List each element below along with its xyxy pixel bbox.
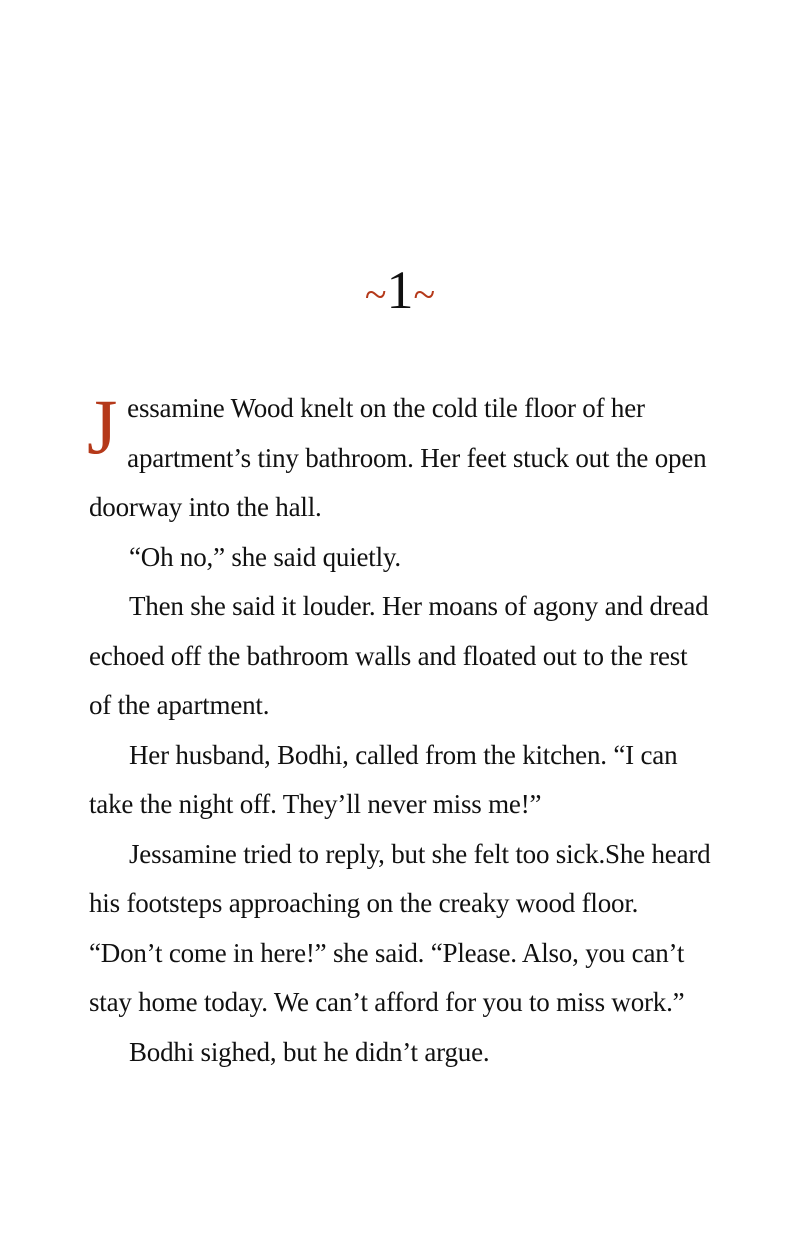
paragraph-2: “Oh no,” she said quietly. bbox=[129, 541, 401, 572]
chapter-heading bbox=[0, 258, 800, 327]
paragraph-6: Bodhi sighed, but he didn’t argue. bbox=[129, 1036, 490, 1067]
drop-cap: J bbox=[87, 383, 118, 470]
paragraph-text: essamine Wood knelt on the cold tile floor of her apartment’s tiny bathroom. Her feet stuck out the open doorway into the hall. bbox=[89, 393, 707, 522]
chapter-body bbox=[89, 384, 713, 1077]
chapter-tilde-left: ~ bbox=[364, 272, 387, 317]
paragraph-3: Then she said it louder. Her moans of agony and dread echoed off the bathroom walls and floated out to the rest of the apartment. bbox=[89, 591, 709, 720]
chapter-number: 1 bbox=[386, 260, 414, 320]
chapter-tilde-right: ~ bbox=[413, 272, 436, 317]
paragraph-5: Jessamine tried to reply, but she felt too sick.She heard his footsteps approaching on the creaky wood floor. “Don’t come in here!” she said. “Please. Also, you can’t stay home today. We can’t afford for you to miss work.” bbox=[89, 838, 711, 1017]
paragraph-1 bbox=[89, 384, 713, 533]
paragraph-4: Her husband, Bodhi, called from the kitchen. “I can take the night off. They’ll never miss me!” bbox=[89, 739, 678, 819]
